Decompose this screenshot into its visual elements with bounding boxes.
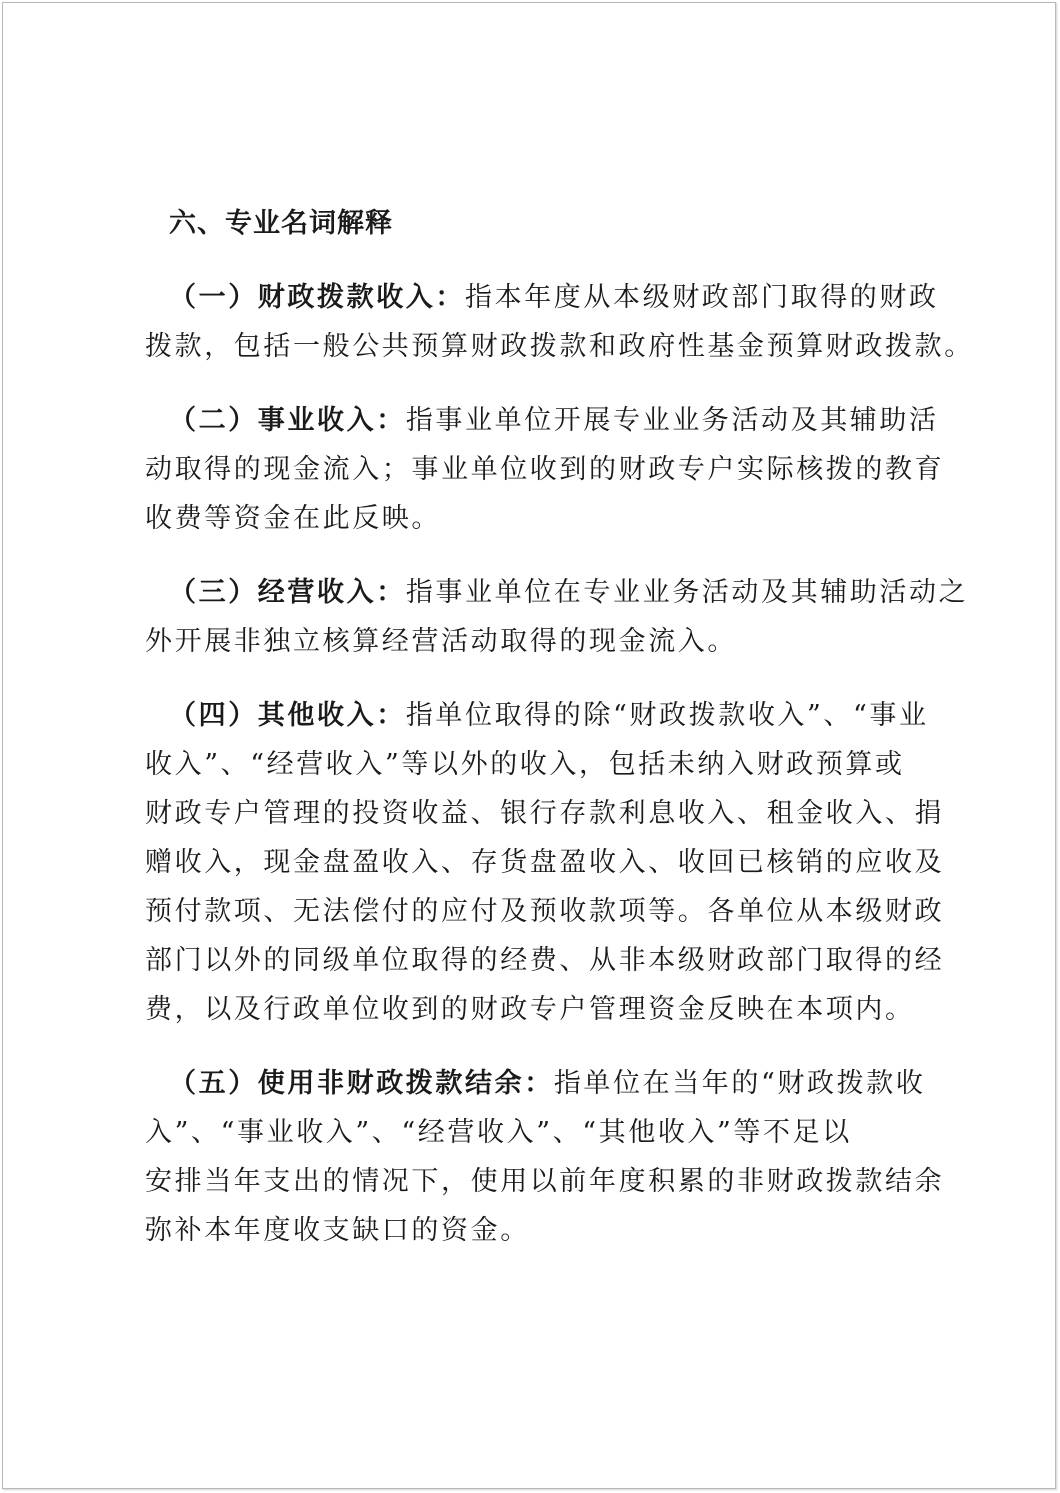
definition-first-line — [145, 691, 945, 740]
definition-term: （三）经营收入： — [169, 577, 406, 608]
definition-text: 指本年度从本级财政部门取得的财政 — [465, 282, 939, 313]
definitions-list — [145, 273, 974, 1255]
document-body — [145, 199, 974, 1255]
definition-text-line: 费，以及行政单位收到的财政专户管理资金反映在本项内。 — [145, 994, 915, 1025]
definition-item — [145, 691, 945, 1034]
definition-term: （五）使用非财政拨款结余： — [169, 1068, 554, 1099]
definition-text-line: 安排当年支出的情况下，使用以前年度积累的非财政拨款结余 — [145, 1166, 945, 1197]
definition-text-line: 外开展非独立核算经营活动取得的现金流入。 — [145, 626, 737, 657]
definition-item — [145, 1059, 945, 1255]
definition-text: 指事业单位开展专业业务活动及其辅助活 — [405, 405, 939, 436]
definition-text-line: 入”、“事业收入”、“经营收入”、“其他收入”等不足以 — [145, 1117, 852, 1148]
definition-text-line: 弥补本年度收支缺口的资金。 — [145, 1215, 530, 1246]
definition-text-line: 动取得的现金流入；事业单位收到的财政专户实际核拨的教育 — [145, 454, 945, 485]
definition-item — [145, 273, 974, 371]
section-heading: 六、专业名词解释 — [169, 208, 393, 239]
definition-text-line: 预付款项、无法偿付的应付及预收款项等。各单位从本级财政 — [145, 896, 945, 927]
definition-first-line — [145, 273, 945, 322]
definition-term: （二）事业收入： — [169, 405, 406, 436]
document-page — [2, 2, 1056, 1489]
definition-text: 指事业单位在专业业务活动及其辅助活动之 — [405, 577, 969, 608]
definition-text-line: 拨款，包括一般公共预算财政拨款和政府性基金预算财政拨款。 — [145, 331, 974, 362]
definition-text-line: 收费等资金在此反映。 — [145, 503, 441, 534]
definition-text-line: 部门以外的同级单位取得的经费、从非本级财政部门取得的经 — [145, 945, 945, 976]
definition-text-line: 赠收入，现金盘盈收入、存货盘盈收入、收回已核销的应收及 — [145, 847, 945, 878]
definition-text: 指单位在当年的“财政拨款收 — [553, 1068, 926, 1099]
definition-term: （四）其他收入： — [169, 700, 406, 731]
definition-text-line: 财政专户管理的投资收益、银行存款利息收入、租金收入、捐 — [145, 798, 945, 829]
definition-first-line — [145, 568, 969, 617]
definition-term: （一）财政拨款收入： — [169, 282, 465, 313]
definition-text: 指单位取得的除“财政拨款收入”、“事业 — [405, 700, 929, 731]
definition-item — [145, 396, 945, 543]
definition-text-line: 收入”、“经营收入”等以外的收入，包括未纳入财政预算或 — [145, 749, 905, 780]
definition-item — [145, 568, 969, 666]
definition-first-line — [145, 1059, 945, 1108]
definition-first-line — [145, 396, 945, 445]
